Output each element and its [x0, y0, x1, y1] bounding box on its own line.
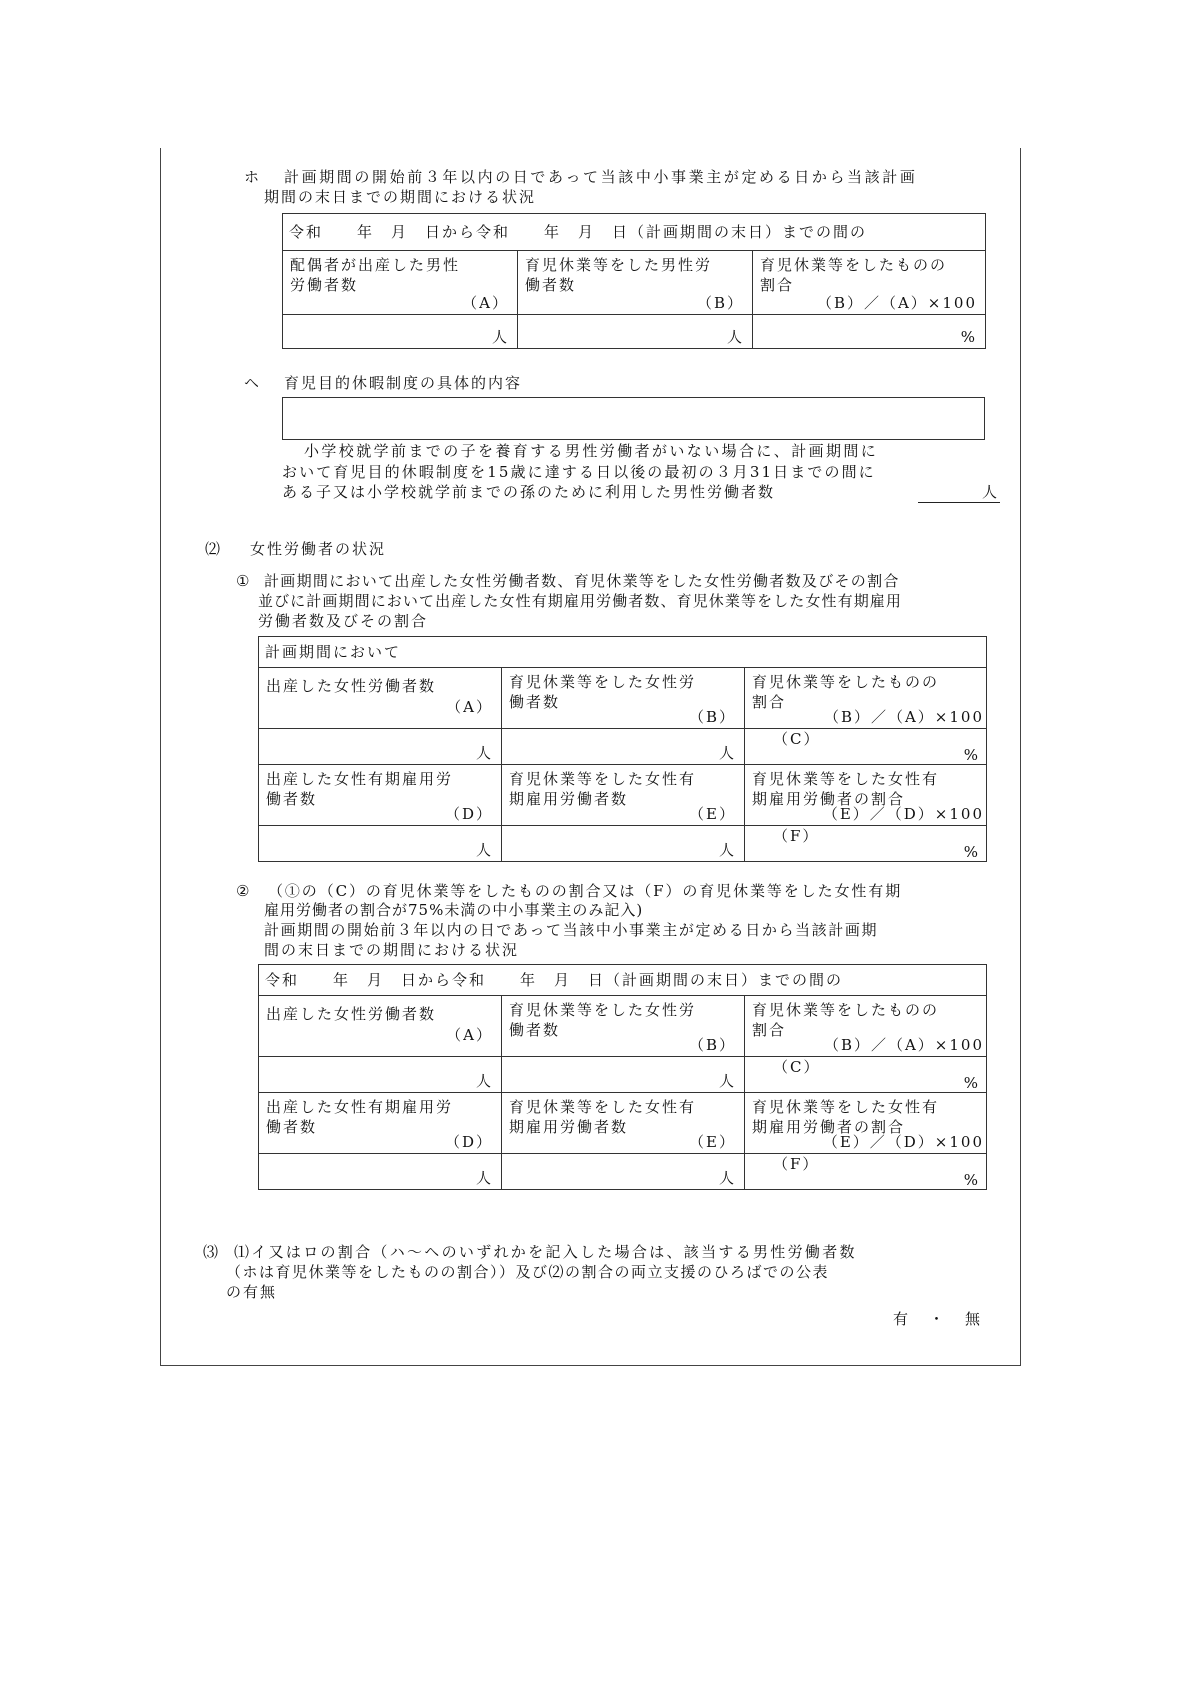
publication-yes-no[interactable]: 有 ・ 無 — [893, 1310, 984, 1328]
ho-input-c[interactable] — [753, 315, 986, 349]
ho-b-code: （B） — [696, 294, 744, 312]
item1-b-unit: 人 — [718, 744, 734, 762]
item1-table — [258, 636, 987, 862]
ho-cell-c — [753, 251, 986, 315]
item1-input-a[interactable] — [259, 729, 502, 765]
item2-d-label2: 働者数 — [266, 1118, 318, 1136]
ho-c-code: （B）／（A）×100 — [816, 294, 978, 312]
item2-d-label1: 出産した女性有期雇用労 — [266, 1098, 454, 1116]
item1-table-header: 計画期間において — [259, 637, 987, 668]
item2-c-label2: 割合 — [752, 1021, 787, 1039]
item2-cell-d — [259, 1093, 502, 1154]
item2-marker: ② — [236, 882, 250, 900]
item2-b-unit: 人 — [718, 1072, 734, 1090]
item1-b-code: （B） — [688, 708, 736, 726]
item2-input-f[interactable] — [745, 1154, 987, 1190]
item2-f-code: （E）／（D）×100 — [822, 1133, 985, 1151]
item1-f-label2: 期雇用労働者の割合 — [752, 790, 906, 808]
item2-f-unit: % — [963, 1171, 979, 1189]
item1-line2: 並びに計画期間において出産した女性有期雇用労働者数、育児休業等をした女性有期雇用 — [258, 592, 903, 610]
item1-input-d[interactable] — [259, 826, 502, 862]
item2-input-b[interactable] — [502, 1057, 745, 1093]
section-2-marker: ⑵ — [205, 540, 221, 558]
item1-cell-c — [745, 668, 987, 729]
he-para-line1: 小学校就学前までの子を養育する男性労働者がいない場合に、計画期間に — [304, 442, 879, 460]
item1-input-b[interactable] — [502, 729, 745, 765]
ho-input-b[interactable] — [518, 315, 753, 349]
item1-cell-d — [259, 765, 502, 826]
item2-c-label1: 育児休業等をしたものの — [752, 1001, 940, 1019]
item1-c-label1: 育児休業等をしたものの — [752, 673, 940, 691]
ho-a-code: （A） — [462, 294, 509, 312]
ho-c-label1: 育児休業等をしたものの — [760, 256, 948, 274]
item2-cell-a — [259, 996, 502, 1057]
he-unit: 人 — [982, 483, 1000, 501]
item2-b-label2: 働者数 — [509, 1021, 561, 1039]
section-ho-marker: ホ — [244, 168, 260, 186]
item2-input-d[interactable] — [259, 1154, 502, 1190]
section-3-line2: （ホは育児休業等をしたものの割合））及び⑵の割合の両立支援のひろばでの公表 — [226, 1263, 830, 1281]
he-para-line2: おいて育児目的休暇制度を15歳に達する日以後の最初の３月31日までの間に — [282, 463, 876, 481]
item1-f-unit: % — [963, 843, 978, 861]
ho-c-label2: 割合 — [760, 276, 795, 294]
section-ho-line1: 計画期間の開始前３年以内の日であって当該中小事業主が定める日から当該計画 — [284, 168, 918, 186]
item1-cell-f — [745, 765, 987, 826]
item2-e-code: （E） — [689, 1133, 736, 1151]
item2-table-header: 令和 年 月 日から令和 年 月 日（計画期間の末日）までの間の — [259, 965, 987, 996]
item2-line1: （①の（C）の育児休業等をしたものの割合又は（F）の育児休業等をした女性有期 — [268, 882, 903, 900]
item1-d-label1: 出産した女性有期雇用労 — [266, 770, 454, 788]
item1-e-label1: 育児休業等をした女性有 — [509, 770, 697, 788]
item1-d-code: （D） — [444, 805, 493, 823]
ho-table — [282, 213, 986, 349]
item1-f-mark: （F） — [773, 827, 820, 845]
item1-d-unit: 人 — [475, 841, 491, 859]
item2-e-unit: 人 — [718, 1169, 734, 1187]
item2-input-e[interactable] — [502, 1154, 745, 1190]
item1-cell-b — [502, 668, 745, 729]
item1-input-f[interactable] — [745, 826, 987, 862]
item1-c-label2: 割合 — [752, 693, 787, 711]
ho-a-label2: 労働者数 — [290, 276, 359, 294]
item1-b-label2: 働者数 — [509, 693, 561, 711]
item1-line1: 計画期間において出産した女性労働者数、育児休業等をした女性労働者数及びその割合 — [264, 572, 900, 590]
item2-table — [258, 964, 987, 1190]
item1-c-unit: % — [963, 746, 978, 764]
item2-cell-f — [745, 1093, 987, 1154]
ho-a-label1: 配偶者が出産した男性 — [290, 256, 461, 274]
item1-a-label: 出産した女性労働者数 — [266, 677, 437, 695]
ho-a-unit: 人 — [491, 328, 507, 346]
section-3-line1: ⑴イ又はロの割合（ハ～ヘのいずれかを記入した場合は、該当する男性労働者数 — [234, 1243, 857, 1261]
item1-marker: ① — [236, 572, 250, 590]
ho-cell-a — [283, 251, 518, 315]
item1-d-label2: 働者数 — [266, 790, 318, 808]
item1-f-label1: 育児休業等をした女性有 — [752, 770, 940, 788]
item1-input-e[interactable] — [502, 826, 745, 862]
item2-e-label1: 育児休業等をした女性有 — [509, 1098, 697, 1116]
item2-cell-b — [502, 996, 745, 1057]
item1-a-unit: 人 — [475, 744, 491, 762]
item2-c-unit: % — [963, 1074, 979, 1092]
item2-line2: 雇用労働者の割合が75%未満の中小事業主のみ記入) — [264, 901, 644, 919]
item2-cell-c — [745, 996, 987, 1057]
ho-table-header: 令和 年 月 日から令和 年 月 日（計画期間の末日）までの間の — [283, 214, 986, 251]
item1-c-code: （B）／（A）×100 — [823, 708, 984, 726]
item1-e-code: （E） — [689, 805, 736, 823]
item1-e-unit: 人 — [718, 841, 734, 859]
item2-d-unit: 人 — [475, 1169, 491, 1187]
item2-a-label: 出産した女性労働者数 — [266, 1005, 437, 1023]
item1-cell-e — [502, 765, 745, 826]
section-3-line3: の有無 — [226, 1283, 278, 1301]
section-he-title: 育児目的休暇制度の具体的内容 — [284, 374, 523, 392]
item2-e-label2: 期雇用労働者数 — [509, 1118, 629, 1136]
item1-a-code: （A） — [446, 698, 493, 716]
ho-b-label1: 育児休業等をした男性労 — [525, 256, 713, 274]
item1-line3: 労働者数及びその割合 — [258, 612, 429, 630]
item1-c-mark: （C） — [773, 730, 821, 748]
item2-c-code: （B）／（A）×100 — [823, 1036, 985, 1054]
item2-cell-e — [502, 1093, 745, 1154]
ho-b-label2: 働者数 — [525, 276, 577, 294]
item2-f-label1: 育児休業等をした女性有 — [752, 1098, 940, 1116]
section-ho-line2: 期間の末日までの期間における状況 — [264, 188, 537, 206]
item1-f-code: （E）／（D）×100 — [822, 805, 984, 823]
item2-a-unit: 人 — [475, 1072, 491, 1090]
item2-input-c[interactable] — [745, 1057, 987, 1093]
section-he-marker: ヘ — [244, 374, 260, 392]
ho-b-unit: 人 — [726, 328, 742, 346]
item1-b-label1: 育児休業等をした女性労 — [509, 673, 697, 691]
item1-e-label2: 期雇用労働者数 — [509, 790, 629, 808]
item1-cell-a — [259, 668, 502, 729]
item2-input-a[interactable] — [259, 1057, 502, 1093]
he-content-box[interactable] — [282, 397, 985, 440]
ho-c-unit: % — [960, 328, 976, 346]
section-2-title: 女性労働者の状況 — [250, 540, 387, 558]
item2-b-label1: 育児休業等をした女性労 — [509, 1001, 697, 1019]
item2-a-code: （A） — [446, 1026, 493, 1044]
item1-input-c[interactable] — [745, 729, 987, 765]
ho-input-a[interactable] — [283, 315, 518, 349]
section-3-marker: ⑶ — [203, 1243, 219, 1261]
item2-f-mark: （F） — [773, 1155, 820, 1173]
item2-c-mark: （C） — [773, 1058, 821, 1076]
item2-line3: 計画期間の開始前３年以内の日であって当該中小事業主が定める日から当該計画期 — [264, 921, 879, 939]
item2-line4: 間の末日までの期間における状況 — [264, 941, 520, 959]
item2-f-label2: 期雇用労働者の割合 — [752, 1118, 906, 1136]
he-para-line3: ある子又は小学校就学前までの孫のために利用した男性労働者数 — [282, 483, 776, 501]
ho-cell-b — [518, 251, 753, 315]
item2-b-code: （B） — [688, 1036, 736, 1054]
item2-d-code: （D） — [444, 1133, 493, 1151]
